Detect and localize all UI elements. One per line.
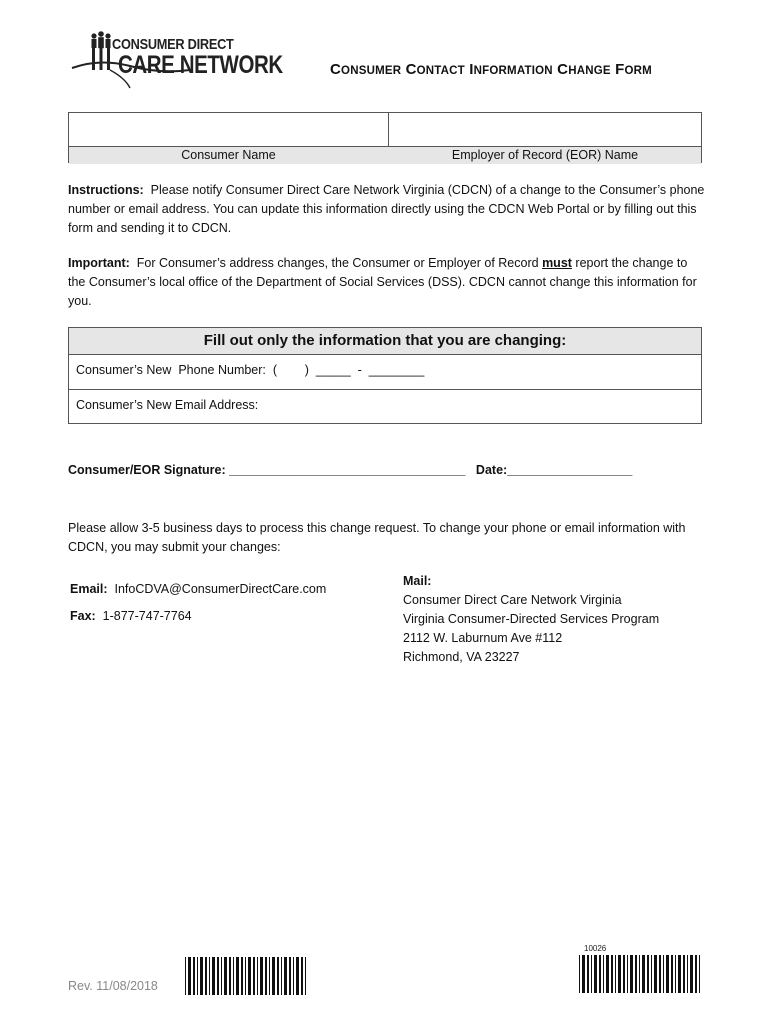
consumer-name-field[interactable] [69,113,388,146]
processing-note: Please allow 3-5 business days to process this change request. To change your phone or email information with CDCN, you may submit your changes: [68,521,686,554]
consumer-name-label: Consumer Name [181,148,276,162]
mail-contact [403,572,659,667]
barcode-left-icon [185,957,310,995]
change-box-divider [69,389,701,390]
logo-text-line2: CARE NETWORK [118,51,283,79]
change-info-box [68,327,702,424]
logo-text-line1: CONSUMER DIRECT [112,36,234,53]
instructions-label: Instructions: [68,183,144,197]
mail-line: Richmond, VA 23227 [403,650,520,664]
new-email-field[interactable]: Consumer’s New Email Address: [76,398,259,412]
email-value[interactable]: InfoCDVA@ConsumerDirectCare.com [114,582,327,596]
email-contact [70,580,326,599]
date-label: Date:__________________ [475,463,633,477]
eor-name-label: Employer of Record (EOR) Name [451,148,639,162]
barcode-right-icon [579,955,703,993]
mail-label: Mail: [403,574,432,588]
form-title: CONSUMER CONTACT INFORMATION CHANGE FORM [330,61,652,78]
important-text-before: For Consumer’s address changes, the Consumer or Employer of Record [136,256,539,270]
email-label: Email: [70,582,108,596]
fax-label: Fax: [70,609,96,623]
important-emphasis: must [542,256,572,270]
signature-line[interactable] [68,463,632,477]
new-phone-field[interactable]: Consumer’s New Phone Number: ( ) _____ - ________ [76,363,425,377]
eor-name-field[interactable] [389,113,701,146]
instructions-text: Please notify Consumer Direct Care Network Virginia (CDCN) of a change to the Consumer’s phone number or email address. You can update this information directly using the CDCN Web Portal or by filling out this form and sending it to CDCN. [68,183,705,235]
name-label-bar [69,146,701,164]
change-box-header: Fill out only the information that you are changing: [69,328,701,355]
revision-date: Rev. 11/08/2018 [68,979,158,993]
important-paragraph [68,254,708,311]
fax-value: 1-877-747-7764 [102,609,192,623]
important-text-after: report the change to the Consumer’s local office of the Department of Social Services (DSS). CDCN cannot change this information for you. [68,256,697,308]
instructions-paragraph [68,181,708,238]
mail-line: 2112 W. Laburnum Ave #112 [403,631,563,645]
important-label: Important: [68,256,130,270]
name-table [68,112,702,163]
signature-label: Consumer/EOR Signature: __________________________________ [68,463,466,477]
fax-contact [70,607,192,626]
mail-line: Consumer Direct Care Network Virginia [403,593,622,607]
mail-line: Virginia Consumer-Directed Services Program [403,612,660,626]
form-number: 10026 [584,944,607,953]
